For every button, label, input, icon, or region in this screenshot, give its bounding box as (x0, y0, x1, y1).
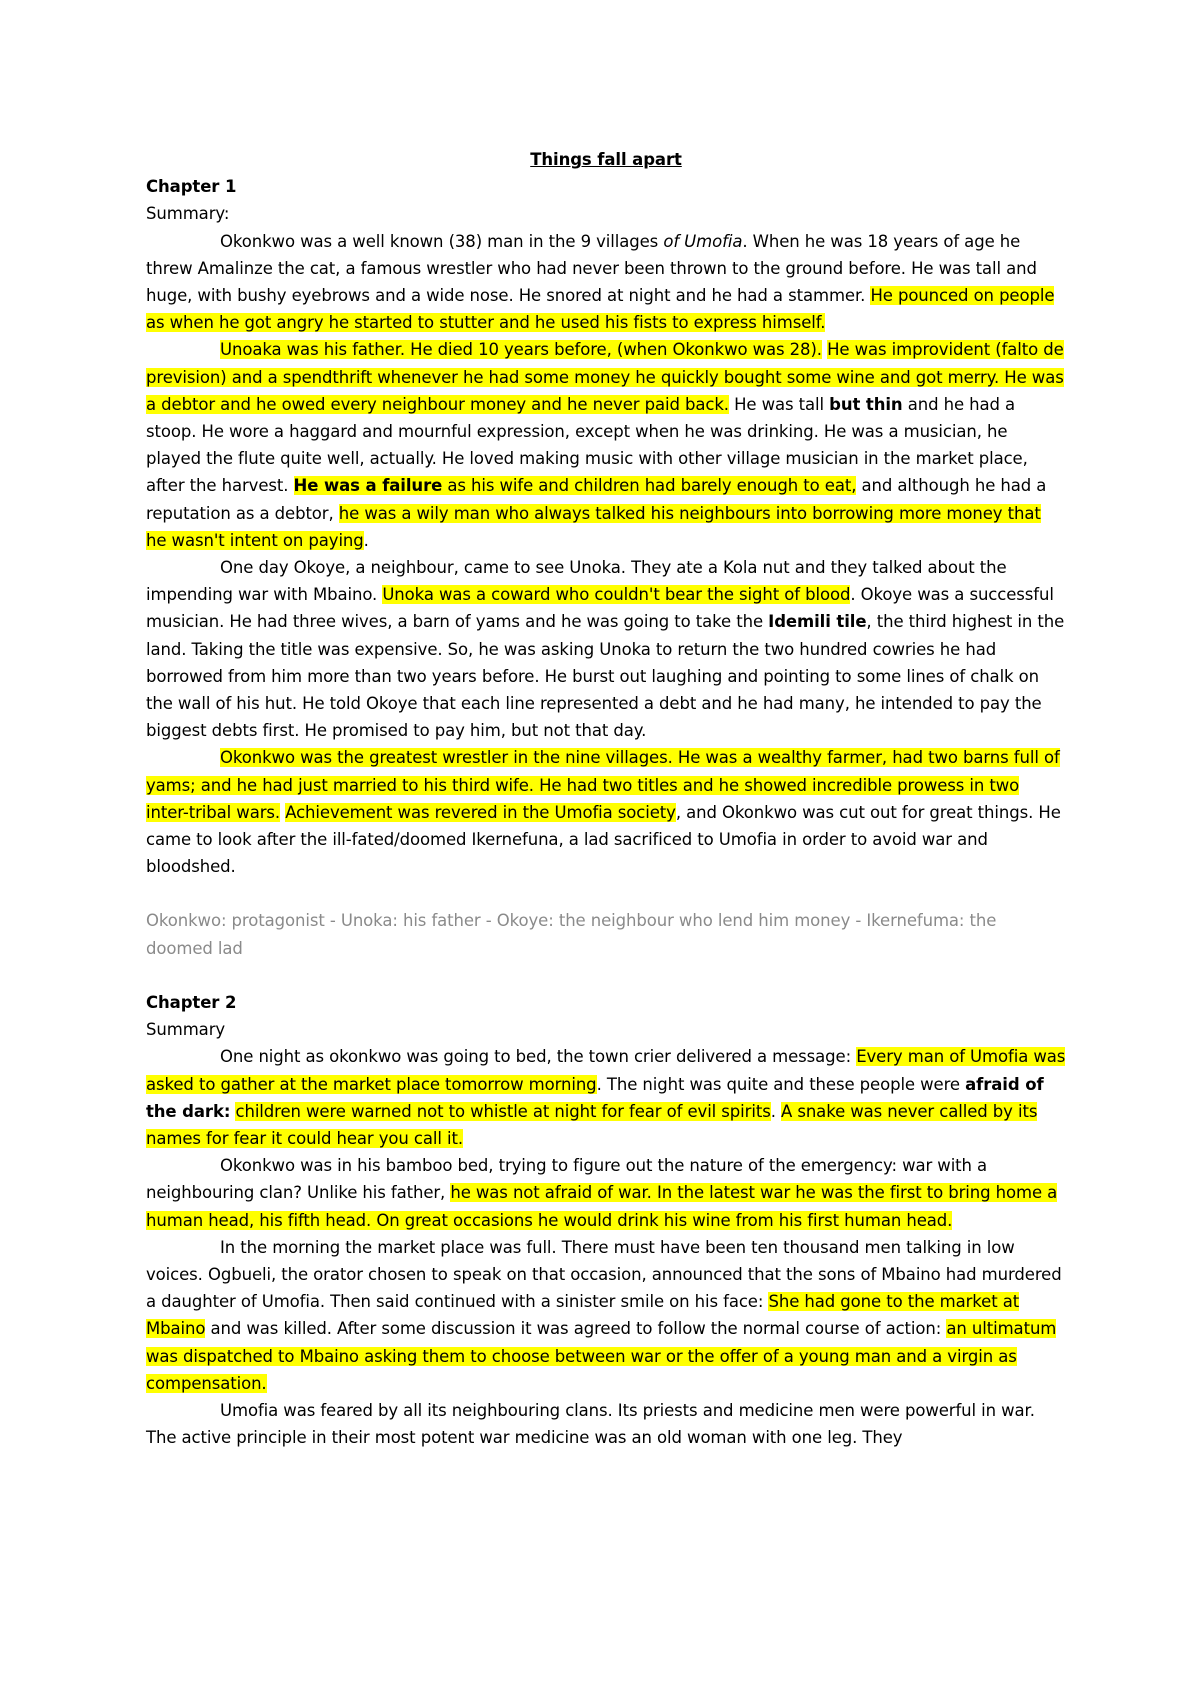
highlighted-text: he was a wily man who always talked his neighbours into borrowing more money that he wasn't intent on paying (146, 503, 1041, 550)
chapter-2-paragraph-4 (146, 1397, 1066, 1451)
chapter-1-paragraph-3 (146, 554, 1066, 744)
text-run: . (363, 530, 369, 550)
highlighted-text: She had gone to the market at Mbaino (146, 1292, 1020, 1339)
text-run: One day Okoye, a neighbour, came to see Unoka. They ate a Kola nut and they talked about the impending war with Mbaino. (146, 558, 1007, 605)
text-run: He was tall (728, 394, 830, 414)
text-run: and he had a stoop. He wore a haggard and mournful expression, except when he was drinking. He was a musician, he played the flute quite well, actually. He loved making music with other village musician in the market place, after the harvest. (146, 394, 1028, 496)
highlighted-text: children were warned not to whistle at night for fear of evil spirits (235, 1101, 771, 1121)
text-run: and although he had a reputation as a debtor, (146, 476, 1047, 523)
text-run: . Okoye was a successful musician. He had three wives, a barn of yams and he was going to take the (146, 585, 1054, 632)
chapter-1-summary-label: Summary: (146, 204, 230, 224)
chapter-1-paragraph-4 (146, 744, 1066, 880)
text-run: Idemili tile (768, 612, 867, 632)
highlighted-text: He was a failure (293, 476, 443, 496)
chapter-1-paragraph-1 (146, 228, 1066, 337)
highlighted-text: Unoka was a coward who couldn't bear the sight of blood (382, 585, 851, 605)
highlighted-text: Okonkwo was the greatest wrestler in the nine villages. He was a wealthy farmer, had two barns full of yams; and he had just married to his third wife. He had two titles and he showed incredible prowess in two inter-tribal wars. (146, 748, 1060, 822)
chapter-2-paragraph-1 (146, 1043, 1066, 1152)
chapter-1-section (146, 173, 1066, 962)
text-run: of Umofia (663, 231, 743, 251)
highlighted-text: he was not afraid of war. In the latest war he was the first to bring home a human head, his fifth head. On great occasions he would drink his wine from his first human head. (146, 1183, 1058, 1230)
chapter-2-paragraph-2 (146, 1152, 1066, 1234)
text-run: Okonkwo was in his bamboo bed, trying to figure out the nature of the emergency: war with a neighbouring clan? Unlike his father, (146, 1156, 988, 1203)
highlighted-text: Every man of Umofia was asked to gather at the market place tomorrow morning (146, 1047, 1066, 1094)
chapter-2-section (146, 989, 1066, 1451)
section-spacer (146, 962, 1066, 989)
chapter-1-paragraph-2 (146, 336, 1066, 554)
chapter-2-paragraph-3 (146, 1234, 1066, 1397)
text-run: afraid of the dark: (146, 1074, 1044, 1121)
highlighted-text: A snake was never called by its names for fear it could hear you call it. (146, 1101, 1038, 1148)
chapter-1-heading: Chapter 1 (146, 177, 237, 197)
text-run: . The night was quite and these people were (596, 1074, 966, 1094)
highlighted-text: He pounced on people as when he got angry he started to stutter and he used his fists to express himself. (146, 286, 1055, 333)
text-run: Umofia was feared by all its neighbouring clans. Its priests and medicine men were powerful in war. The active principle in their most potent war medicine was an old woman with one leg. They (146, 1400, 1035, 1448)
highlighted-text: Unoaka was his father. He died 10 years before, (when Okonkwo was 28). (220, 340, 822, 360)
text-run: , and Okonkwo was cut out for great things. He came to look after the ill-fated/doomed Ikernefuna, a lad sacrificed to Umofia in order to avoid war and bloodshed. (146, 802, 1061, 877)
text-run: Okonkwo was a well known (38) man in the 9 villages (220, 231, 664, 251)
highlighted-text: as his wife and children had barely enough to eat, (442, 476, 857, 496)
chapter-1-character-list: Okonkwo: protagonist - Unoka: his father - Okoye: the neighbour who lend him money - Ikernefuma: the doomed lad (146, 911, 997, 958)
text-run: but thin (829, 394, 903, 414)
highlighted-text: an ultimatum was dispatched to Mbaino asking them to choose between war or the offer of a young man and a virgin as compensation. (146, 1319, 1057, 1393)
text-run: One night as okonkwo was going to bed, the town crier delivered a message: (220, 1047, 857, 1067)
text-run: . When he was 18 years of age he threw Amalinze the cat, a famous wrestler who had never been thrown to the ground before. He was tall and huge, with bushy eyebrows and a wide nose. He snored at night and he had a stammer. (146, 231, 1037, 306)
text-run: , the third highest in the land. Taking the title was expensive. So, he was asking Unoka to return the two hundred cowries he had borrowed from him more than two years before. He burst out laughing and pointing to some lines of chalk on the wall of his hut. He told Okoye that each line represented a debt and he had many, he intended to pay the biggest debts first. He promised to pay him, but not that day. (146, 612, 1065, 741)
chapter-2-summary-label: Summary (146, 1020, 226, 1040)
text-run: . (770, 1101, 781, 1121)
document-body (146, 146, 1066, 1451)
text-run: and was killed. After some discussion it was agreed to follow the normal course of action: (205, 1319, 947, 1339)
highlighted-text: He was improvident (falto de prevision) and a spendthrift whenever he had some money he quickly bought some wine and got merry. He was a debtor and he owed every neighbour money and he never paid back. (146, 340, 1064, 414)
chapter-2-heading: Chapter 2 (146, 992, 237, 1012)
document-title: Things fall apart (530, 150, 682, 169)
text-run: In the morning the market place was full. There must have been ten thousand men talking in low voices. Ogbueli, the orator chosen to speak on that occasion, announced that the sons of Mbaino had murdered a daughter of Umofia. Then said continued with a sinister smile on his face: (146, 1237, 1062, 1312)
highlighted-text: Achievement was revered in the Umofia society (285, 802, 676, 822)
